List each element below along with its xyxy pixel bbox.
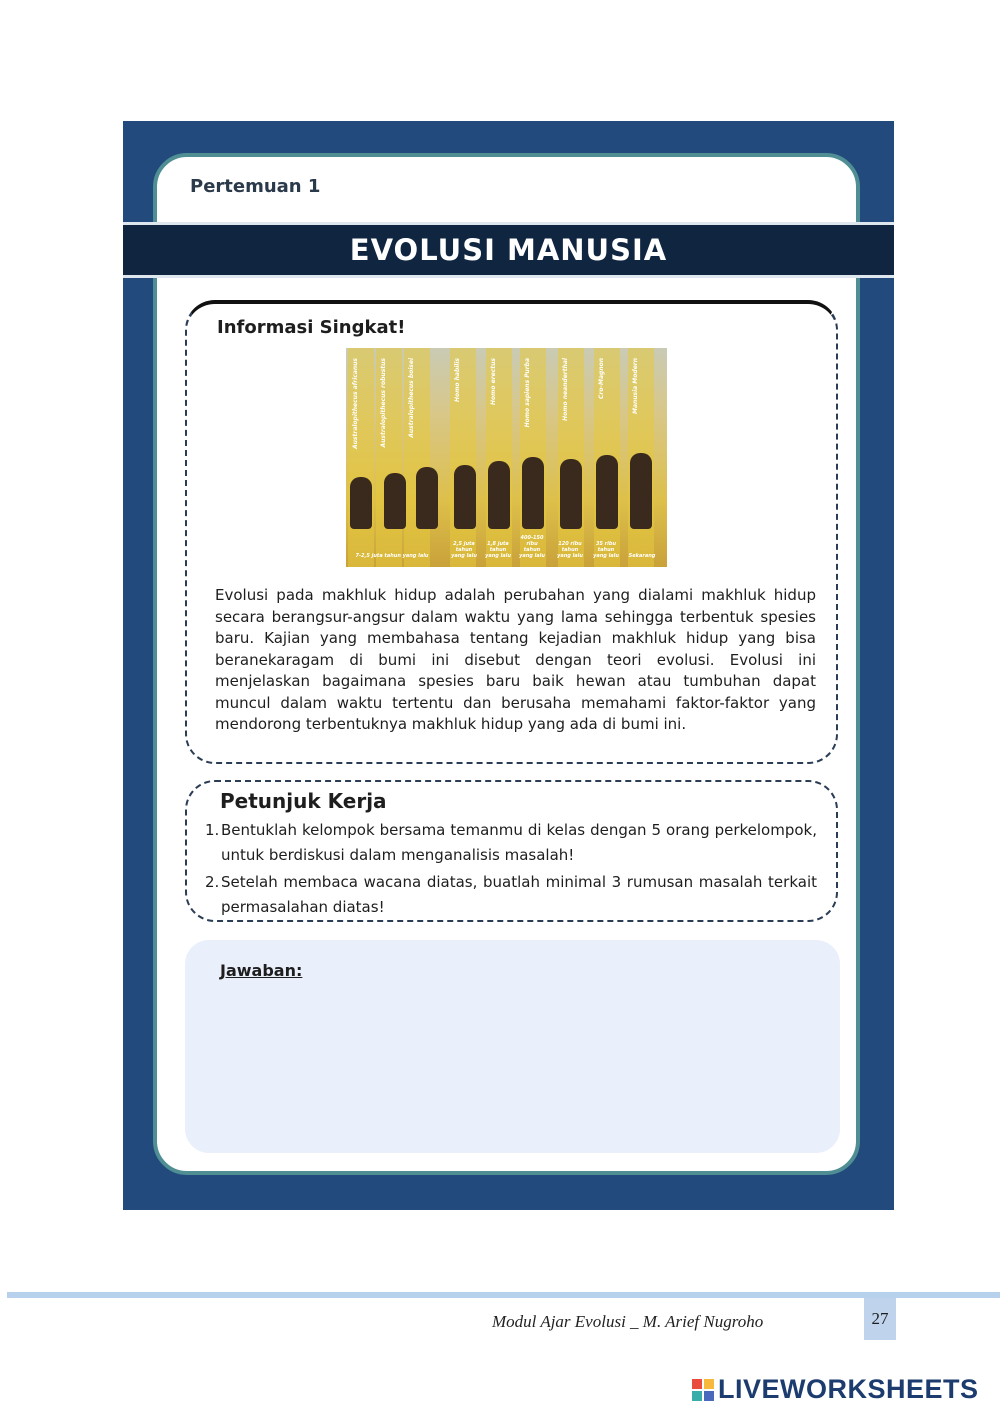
- species-label: Homo erectus: [490, 358, 497, 405]
- info-paragraph: Evolusi pada makhluk hidup adalah perubahan yang dialami makhluk hidup secara berangsur-angsur dalam waktu yang lama sehingga terbentuk spesies baru. Kajian yang membahasa tentang kejadian makhluk hidup yang bisa beranekaragam di bumi ini disebut dengan teori evolusi. Evolusi ini menjelaskan bagaimana spesies baru baik hewan atau tumbuhan dapat muncul dalam waktu tertentu dan berusaha memahami faktor-faktor yang mendorong terbentuknya makhluk hidup yang ada di bumi ini.: [215, 586, 816, 733]
- hominid-figure: [596, 455, 618, 529]
- list-item: [205, 818, 817, 868]
- page-title: EVOLUSI MANUSIA: [349, 233, 668, 267]
- hominid-figure: [630, 453, 652, 529]
- species-label: Australopithecus africanus: [352, 358, 359, 449]
- age-label: 2,5 juta tahun yang lalu: [451, 541, 477, 559]
- instructions-heading: Petunjuk Kerja: [220, 789, 387, 813]
- hominid-figure: [416, 467, 438, 529]
- brand-name: LIVEWORKSHEETS: [718, 1374, 979, 1404]
- footer-text: Modul Ajar Evolusi _ M. Arief Nugroho: [492, 1312, 764, 1331]
- page-number: 27: [864, 1298, 896, 1340]
- human-evolution-image: [346, 348, 667, 567]
- hominid-figure: [522, 457, 544, 529]
- answer-label: Jawaban:: [220, 961, 303, 980]
- list-number: 1.: [205, 821, 220, 839]
- meeting-label: Pertemuan 1: [190, 176, 321, 197]
- age-label: 120 ribu tahun yang lalu: [557, 541, 583, 559]
- footer-divider: [7, 1292, 1000, 1298]
- age-label: 35 ribu tahun yang lalu: [593, 541, 619, 559]
- hominid-figure: [350, 477, 372, 529]
- liveworksheets-logo-icon: [692, 1379, 714, 1401]
- age-label: Sekarang: [628, 553, 656, 559]
- list-number: 2.: [205, 873, 220, 891]
- hominid-figure: [488, 461, 510, 529]
- species-label: Homo habilis: [454, 358, 461, 402]
- instructions-list: [205, 818, 817, 922]
- list-item: [205, 870, 817, 920]
- list-text: Setelah membaca wacana diatas, buatlah minimal 3 rumusan masalah terkait permasalahan diatas!: [221, 873, 817, 916]
- age-label: 7-2,5 juta tahun yang lalu: [355, 553, 429, 559]
- species-label: Australopithecus boisei: [408, 358, 415, 438]
- species-label: Homo neanderthal: [562, 358, 569, 421]
- hominid-figure: [384, 473, 406, 529]
- age-label: 400-150 ribu tahun yang lalu: [519, 535, 545, 559]
- age-label: 1,8 juta tahun yang lalu: [485, 541, 511, 559]
- liveworksheets-brand[interactable]: [692, 1374, 979, 1405]
- list-text: Bentuklah kelompok bersama temanmu di kelas dengan 5 orang perkelompok, untuk berdiskusi dalam menganalisis masalah!: [221, 821, 817, 864]
- species-label: Homo sapiens Purba: [524, 358, 531, 428]
- title-banner: [123, 222, 894, 278]
- hominid-figure: [454, 465, 476, 529]
- info-heading: Informasi Singkat!: [217, 317, 406, 338]
- species-label: Australopithecus robustus: [380, 358, 387, 448]
- species-label: Manusia Modern: [632, 358, 639, 415]
- hominid-figure: [560, 459, 582, 529]
- species-label: Cro-Magnon: [598, 358, 605, 399]
